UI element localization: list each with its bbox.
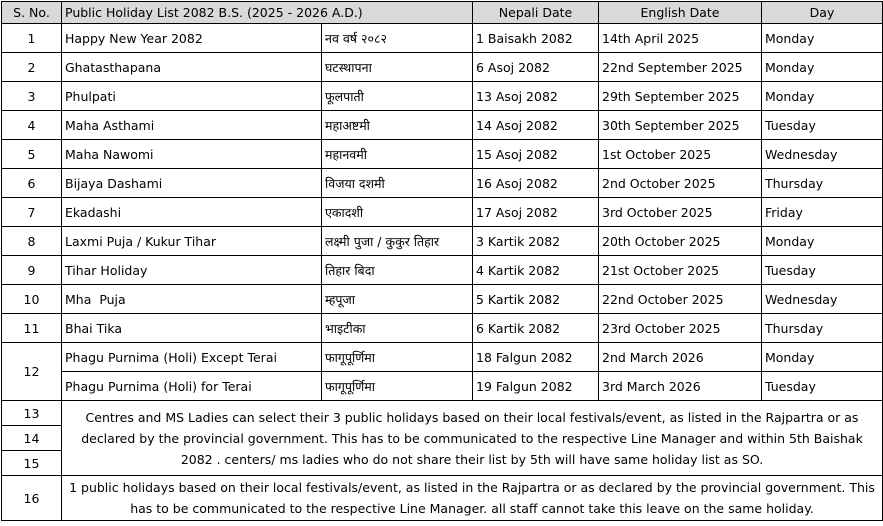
cell-english-date: 14th April 2025 <box>599 24 762 53</box>
cell-holiday-name: Ekadashi <box>62 198 322 227</box>
cell-english-date: 30th September 2025 <box>599 111 762 140</box>
cell-holiday-name: Phagu Purnima (Holi) Except Terai <box>62 343 322 372</box>
header-row <box>2 2 883 24</box>
cell-nepali-name: नव वर्ष २०८२ <box>322 24 473 53</box>
cell-sno: 1 <box>2 24 62 53</box>
cell-nepali-date: 4 Kartik 2082 <box>473 256 599 285</box>
cell-day: Monday <box>762 53 883 82</box>
header-list-title: Public Holiday List 2082 B.S. (2025 - 2026 A.D.) <box>62 2 473 24</box>
cell-nepali-date: 6 Asoj 2082 <box>473 53 599 82</box>
table-row <box>2 476 883 521</box>
cell-day: Wednesday <box>762 140 883 169</box>
cell-day: Monday <box>762 227 883 256</box>
cell-holiday-name: Bhai Tika <box>62 314 322 343</box>
cell-holiday-name: Maha Nawomi <box>62 140 322 169</box>
cell-nepali-name: तिहार बिदा <box>322 256 473 285</box>
cell-nepali-name: लक्ष्मी पुजा / कुकुर तिहार <box>322 227 473 256</box>
cell-day: Thursday <box>762 169 883 198</box>
cell-sno: 3 <box>2 82 62 111</box>
cell-nepali-name: महानवमी <box>322 140 473 169</box>
cell-english-date: 3rd October 2025 <box>599 198 762 227</box>
cell-nepali-date: 13 Asoj 2082 <box>473 82 599 111</box>
cell-sno: 16 <box>2 476 62 521</box>
cell-english-date: 3rd March 2026 <box>599 372 762 401</box>
cell-sno: 6 <box>2 169 62 198</box>
cell-sno: 13 <box>2 401 62 426</box>
cell-english-date: 23rd October 2025 <box>599 314 762 343</box>
table-row <box>2 227 883 256</box>
cell-english-date: 22nd September 2025 <box>599 53 762 82</box>
table-row <box>2 256 883 285</box>
cell-sno: 12 <box>2 343 62 401</box>
cell-holiday-name: Ghatasthapana <box>62 53 322 82</box>
header-english-date: English Date <box>599 2 762 24</box>
cell-sno: 2 <box>2 53 62 82</box>
cell-nepali-date: 17 Asoj 2082 <box>473 198 599 227</box>
table-row <box>2 140 883 169</box>
cell-sno: 5 <box>2 140 62 169</box>
cell-holiday-name: Happy New Year 2082 <box>62 24 322 53</box>
cell-english-date: 29th September 2025 <box>599 82 762 111</box>
cell-english-date: 22nd October 2025 <box>599 285 762 314</box>
cell-nepali-date: 19 Falgun 2082 <box>473 372 599 401</box>
cell-day: Tuesday <box>762 111 883 140</box>
floating-holiday-note: 1 public holidays based on their local festivals/event, as listed in the Rajpartra or as declared by the provincial government. This has to be communicated to the respective Line Manager. all staff cannot take this leave on the same holiday. <box>62 476 883 521</box>
cell-nepali-name: फागूपूर्णिमा <box>322 343 473 372</box>
cell-nepali-name: विजया दशमी <box>322 169 473 198</box>
cell-day: Thursday <box>762 314 883 343</box>
cell-english-date: 1st October 2025 <box>599 140 762 169</box>
cell-nepali-date: 3 Kartik 2082 <box>473 227 599 256</box>
cell-sno: 11 <box>2 314 62 343</box>
local-holiday-note: Centres and MS Ladies can select their 3 public holidays based on their local festivals/event, as listed in the Rajpartra or as declared by the provincial government. This has to be communicated to the respective Line Manager and within 5th Baishak 2082 . centers/ ms ladies who do not share their list by 5th will have same holiday list as SO. <box>62 401 883 476</box>
header-sno: S. No. <box>2 2 62 24</box>
cell-nepali-name: भाइटीका <box>322 314 473 343</box>
cell-day: Tuesday <box>762 372 883 401</box>
cell-nepali-date: 1 Baisakh 2082 <box>473 24 599 53</box>
table-row <box>2 169 883 198</box>
cell-english-date: 2nd March 2026 <box>599 343 762 372</box>
table-row <box>2 198 883 227</box>
cell-day: Tuesday <box>762 256 883 285</box>
cell-nepali-name: महाअष्टमी <box>322 111 473 140</box>
cell-english-date: 2nd October 2025 <box>599 169 762 198</box>
cell-holiday-name: Bijaya Dashami <box>62 169 322 198</box>
cell-nepali-name: म्हपूजा <box>322 285 473 314</box>
cell-holiday-name: Phulpati <box>62 82 322 111</box>
cell-day: Wednesday <box>762 285 883 314</box>
cell-sno: 9 <box>2 256 62 285</box>
cell-sno: 10 <box>2 285 62 314</box>
table-row <box>2 82 883 111</box>
cell-nepali-date: 14 Asoj 2082 <box>473 111 599 140</box>
table-row <box>2 111 883 140</box>
cell-sno: 7 <box>2 198 62 227</box>
cell-holiday-name: Tihar Holiday <box>62 256 322 285</box>
cell-nepali-name: घटस्थापना <box>322 53 473 82</box>
table-row <box>2 285 883 314</box>
cell-sno: 15 <box>2 451 62 476</box>
cell-sno: 4 <box>2 111 62 140</box>
cell-nepali-date: 18 Falgun 2082 <box>473 343 599 372</box>
cell-nepali-date: 16 Asoj 2082 <box>473 169 599 198</box>
cell-nepali-name: एकादशी <box>322 198 473 227</box>
cell-sno: 8 <box>2 227 62 256</box>
header-day: Day <box>762 2 883 24</box>
table-row <box>2 314 883 343</box>
cell-english-date: 21st October 2025 <box>599 256 762 285</box>
cell-day: Monday <box>762 24 883 53</box>
cell-nepali-date: 15 Asoj 2082 <box>473 140 599 169</box>
header-nepali-date: Nepali Date <box>473 2 599 24</box>
cell-day: Monday <box>762 82 883 111</box>
cell-nepali-name: फूलपाती <box>322 82 473 111</box>
cell-nepali-date: 6 Kartik 2082 <box>473 314 599 343</box>
cell-nepali-date: 5 Kartik 2082 <box>473 285 599 314</box>
table-row <box>2 401 883 426</box>
holiday-table <box>1 1 883 521</box>
table-row <box>2 24 883 53</box>
cell-day: Monday <box>762 343 883 372</box>
cell-sno: 14 <box>2 426 62 451</box>
table-row <box>2 53 883 82</box>
cell-holiday-name: Laxmi Puja / Kukur Tihar <box>62 227 322 256</box>
cell-english-date: 20th October 2025 <box>599 227 762 256</box>
cell-holiday-name: Phagu Purnima (Holi) for Terai <box>62 372 322 401</box>
cell-day: Friday <box>762 198 883 227</box>
cell-nepali-name: फागूपूर्णिमा <box>322 372 473 401</box>
cell-holiday-name: Mha Puja <box>62 285 322 314</box>
table-row <box>2 343 883 372</box>
cell-holiday-name: Maha Asthami <box>62 111 322 140</box>
table-row <box>2 372 883 401</box>
